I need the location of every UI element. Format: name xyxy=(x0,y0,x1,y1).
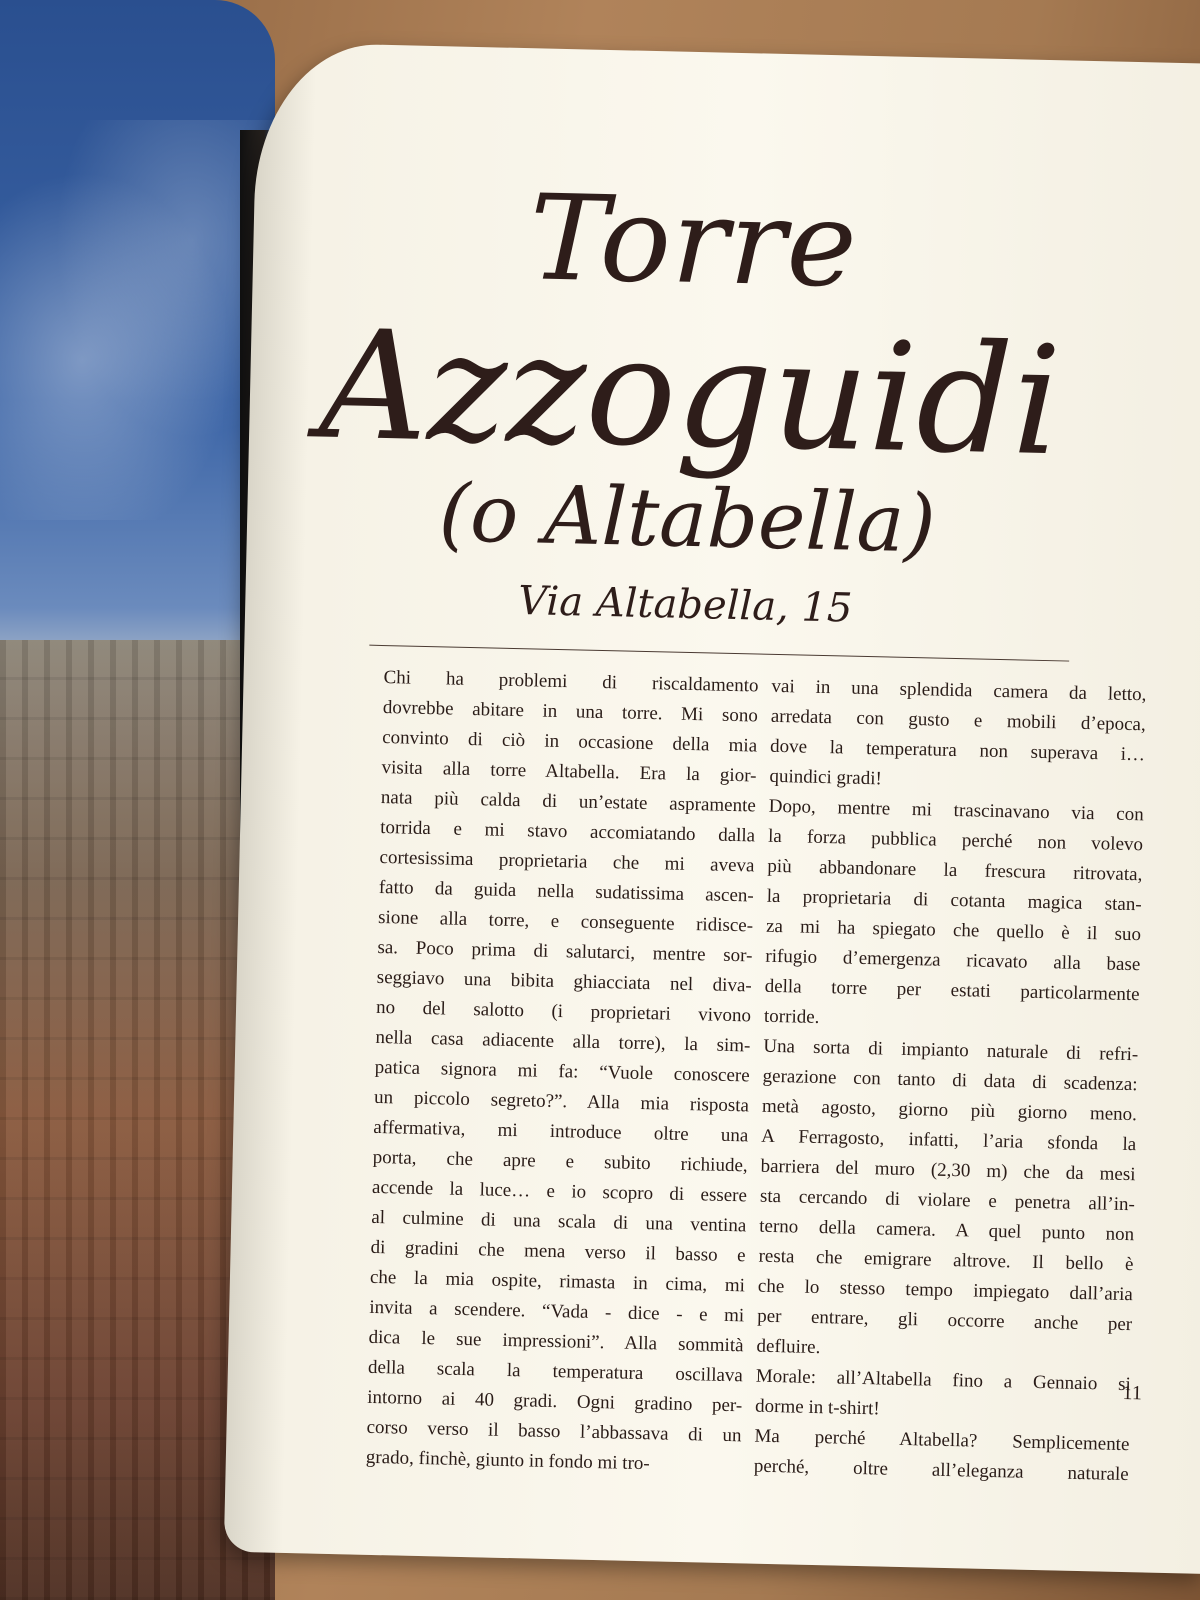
title-line-2: Azzoguidi xyxy=(317,298,1063,490)
text-line: Dopo, mentre mi trascinavano via con xyxy=(768,795,1144,826)
text-line: grado, finchè, giunto in fondo mi tro- xyxy=(365,1446,650,1475)
text-line: al culmine di una scala di una ventina xyxy=(371,1206,747,1237)
text-line: visita alla torre Altabella. Era la gior- xyxy=(381,756,757,787)
text-line: un piccolo segreto?”. Alla mia risposta xyxy=(373,1086,750,1117)
text-line: seggiavo una bibita ghiacciata nel diva- xyxy=(376,966,752,997)
text-line: metà agosto, giorno più giorno meno. xyxy=(761,1095,1138,1126)
page-number: 11 xyxy=(1122,1381,1143,1405)
sky-clouds xyxy=(0,120,275,520)
text-line: per entrare, gli occorre anche per xyxy=(756,1305,1133,1336)
text-line: quindici gradi! xyxy=(769,765,883,790)
text-line: invita a scendere. “Vada - dice - e mi xyxy=(369,1296,745,1327)
text-line: dovrebbe abitare in una torre. Mi sono xyxy=(382,697,759,727)
text-column-right xyxy=(753,672,1146,1490)
text-line: che lo stesso tempo impiegato dall’aria xyxy=(757,1275,1134,1306)
text-line: terno della camera. A quel punto non xyxy=(759,1215,1135,1246)
text-line: A Ferragosto, infatti, l’aria sfonda la xyxy=(761,1125,1137,1156)
text-line: la proprietaria di cotanta magica stan- xyxy=(766,885,1142,916)
title-line-1: Torre xyxy=(527,168,860,314)
text-line: Chi ha problemi di riscaldamento xyxy=(383,667,759,697)
text-line: torride. xyxy=(763,1005,820,1028)
text-line: che la mia ospite, rimasta in cima, mi xyxy=(369,1266,746,1297)
text-line: dorme in t-shirt! xyxy=(754,1395,880,1420)
right-page xyxy=(224,42,1200,1574)
text-line: sione alla torre, e conseguente ridisce- xyxy=(377,906,754,937)
text-line: fatto da guida nella sudatissima ascen- xyxy=(378,876,754,907)
text-line: corso verso il basso l’abbassava di un xyxy=(366,1416,742,1447)
text-line: resta che emigrare altrove. Il bello è xyxy=(758,1245,1134,1276)
text-line: sta cercando di violare e penetra all’in- xyxy=(759,1185,1136,1216)
text-line: di gradini che mena verso il basso e xyxy=(370,1236,746,1267)
text-line: arredata con gusto e mobili d’epoca, xyxy=(770,705,1146,736)
text-line: nata più calda di un’estate aspramente xyxy=(380,786,757,817)
text-line: porta, che apre e subito richiude, xyxy=(372,1146,748,1177)
text-line: torrida e mi stavo accomiatando dalla xyxy=(379,816,756,847)
text-line: barriera del muro (2,30 m) che da mesi xyxy=(760,1155,1136,1186)
text-line: accende la luce… e io scopro di essere xyxy=(371,1176,748,1207)
text-line: perché, oltre all’eleganza naturale xyxy=(753,1455,1129,1486)
text-line: la forza pubblica perché non volevo xyxy=(767,825,1144,856)
text-line: vai in una splendida camera da letto, xyxy=(771,675,1147,706)
text-line: della torre per estati particolarmente xyxy=(764,975,1140,1006)
text-line: cortesissima proprietaria che mi aveva xyxy=(379,846,755,877)
text-line: Ma perché Altabella? Semplicemente xyxy=(754,1425,1130,1456)
text-line: gerazione con tanto di data di scadenza: xyxy=(762,1065,1138,1096)
text-line: defluire. xyxy=(756,1335,821,1359)
text-line: convinto di ciò in occasione della mia xyxy=(382,727,758,757)
text-line: za mi ha spiegato che quello è il suo xyxy=(765,915,1142,946)
text-line: affermativa, mi introduce oltre una xyxy=(373,1116,749,1147)
text-line: rifugio d’emergenza ricavato alla base xyxy=(765,945,1141,976)
title-line-3: (o Altabella) xyxy=(437,466,937,571)
text-line: più abbandonare la frescura ritrovata, xyxy=(767,855,1143,886)
text-line: dove la temperatura non superava i… xyxy=(769,735,1146,766)
divider-rule xyxy=(369,645,1069,662)
text-column-left xyxy=(366,663,759,1481)
text-line: patica signora mi fa: “Vuole conoscere xyxy=(374,1056,750,1087)
text-line: sa. Poco prima di salutarci, mentre sor- xyxy=(377,936,753,967)
text-line: Morale: all’Altabella fino a Gennaio si xyxy=(755,1365,1132,1396)
text-line: no del salotto (i proprietari vivono xyxy=(375,996,752,1027)
text-line: intorno ai 40 gradi. Ogni gradino per- xyxy=(367,1386,743,1417)
text-line: dica le sue impressioni”. Alla sommità xyxy=(368,1326,744,1357)
text-line: nella casa adiacente alla torre), la sim- xyxy=(375,1026,751,1057)
address: Via Altabella, 15 xyxy=(517,578,853,632)
text-line: della scala la temperatura oscillava xyxy=(367,1356,744,1387)
text-line: Una sorta di impianto naturale di refri- xyxy=(763,1035,1139,1066)
